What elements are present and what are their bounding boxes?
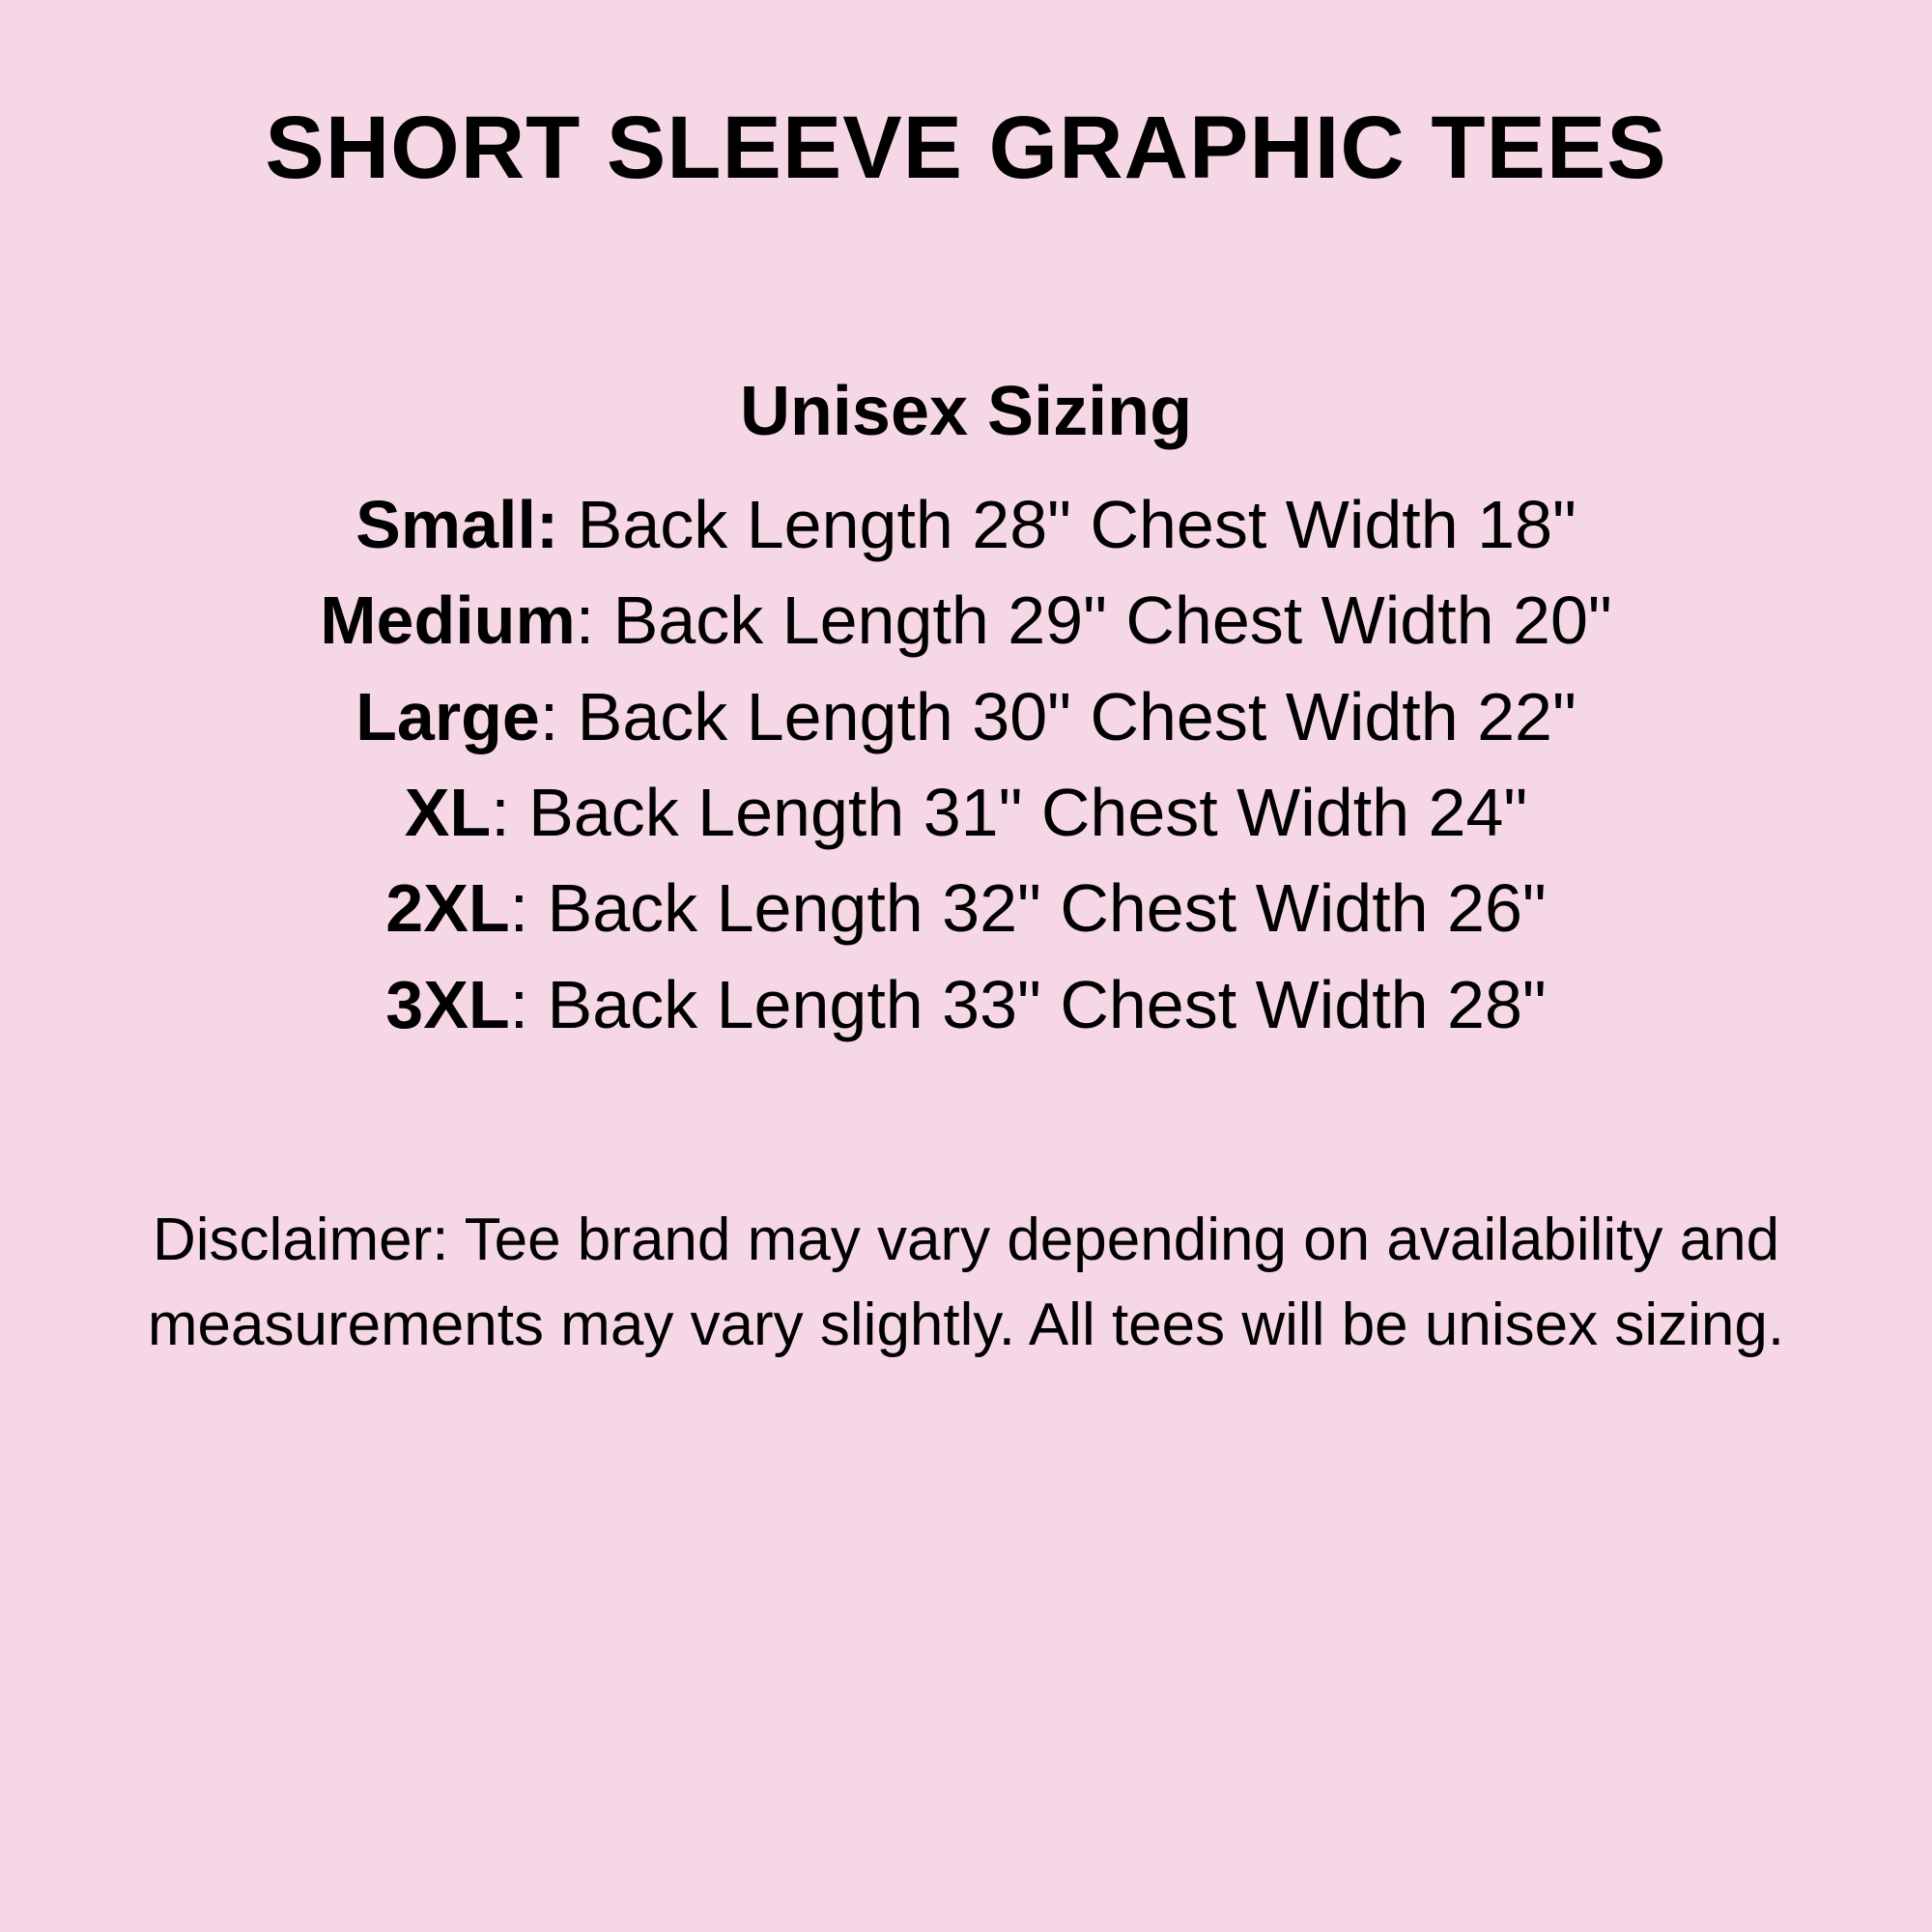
list-item (58, 477, 1874, 573)
list-item (58, 765, 1874, 861)
size-measurements: Back Length 28" Chest Width 18" (558, 486, 1577, 562)
size-measurements: : Back Length 30" Chest Width 22" (539, 678, 1577, 754)
size-measurements: : Back Length 31" Chest Width 24" (491, 774, 1528, 850)
list-item (58, 573, 1874, 668)
size-label: 2XL (385, 870, 510, 947)
page-title: SHORT SLEEVE GRAPHIC TEES (265, 99, 1667, 197)
sizing-subtitle: Unisex Sizing (739, 372, 1193, 450)
size-label: Large (355, 678, 540, 754)
size-label: Small: (355, 486, 559, 562)
size-measurements: : Back Length 29" Chest Width 20" (575, 582, 1612, 659)
size-measurements: : Back Length 33" Chest Width 28" (509, 966, 1547, 1042)
size-label: Medium (320, 582, 576, 659)
list-item (58, 669, 1874, 765)
size-measurements: : Back Length 32" Chest Width 26" (509, 870, 1547, 947)
list-item (58, 861, 1874, 956)
size-label: XL (404, 774, 492, 850)
size-label: 3XL (385, 966, 510, 1042)
size-list (58, 477, 1874, 1053)
disclaimer-text: Disclaimer: Tee brand may vary depending on availability and measurements may vary slightly. All tees will be unisex sizing. (147, 1207, 1785, 1359)
list-item (58, 957, 1874, 1053)
